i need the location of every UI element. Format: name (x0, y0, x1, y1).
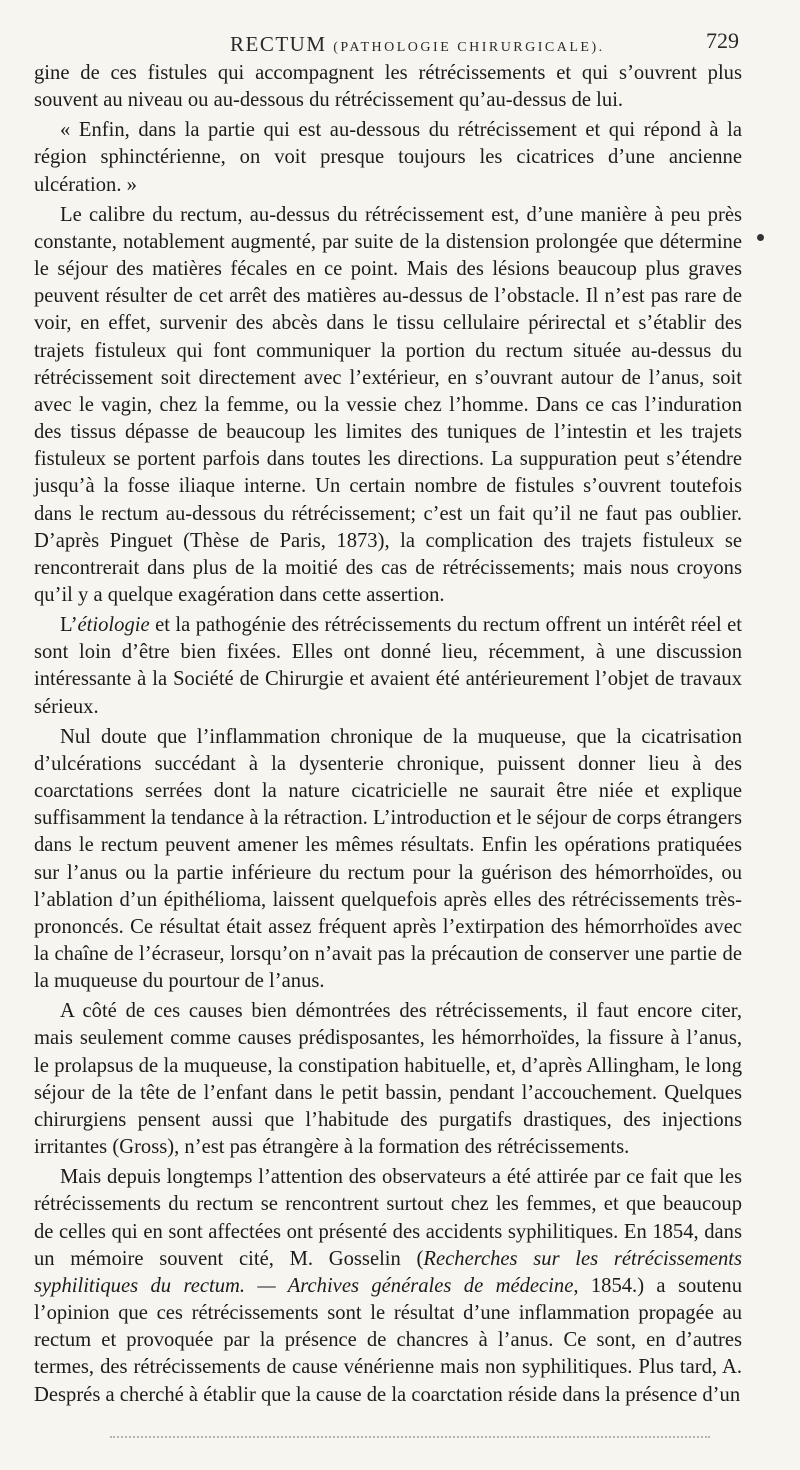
page-number: 729 (706, 28, 739, 53)
text-run: Le calibre du rectum, au-dessus du rétrécissement est, d’une manière à peu près constante, notablement augmenté, par suite de la distension prolongée que détermine le séjour des matières fécales en ce point. Mais des lésions beaucoup plus graves peuvent résulter de cet arrêt des matières au-dessus de l’obstacle. Il n’est pas rare de voir, en effet, survenir des abcès dans le tissu cellulaire périrectal et s’établir des trajets fistuleux qui font communiquer la portion du rectum située au-dessus du rétrécissement soit directement avec l’extérieur, en s’ouvrant autour de l’anus, soit avec le vagin, chez la femme, ou la vessie chez l’homme. Dans ce cas l’induration des tissus dépasse de beaucoup les limites des tuniques de l’intestin et les trajets fistuleux se portent parfois dans toutes les directions. La suppuration peut s’étendre jusqu’à la fosse iliaque interne. Un certain nombre de fistules s’ouvrent toutefois dans le rectum au-dessous du rétrécissement; c’est un fait qu’il ne faut pas oublier. D’après Pinguet (Thèse de Paris, 1873), la complication des trajets fistuleux se rencontrerait dans plus de la moitié des cas de rétrécissements; mais nous croyons qu’il y a quelque exagération dans cette assertion. (34, 203, 742, 606)
margin-dot-mark (757, 234, 764, 241)
text-run: Mais depuis longtemps l’attention des observateurs a été attirée par ce fait que les rétrécissements du rectum se rencontrent surtout chez les femmes, et que beaucoup de celles qui en sont affectées ont présenté des accidents syphilitiques. En 1854, dans un mémoire souvent cité, M. Gosselin ( (34, 1166, 742, 1270)
paragraph (34, 998, 742, 1161)
text-run: L’ (60, 614, 78, 637)
paragraph (34, 612, 742, 721)
text-run: Nul doute que l’inflammation chronique de la muqueuse, que la cicatrisation d’ulcérations succédant à la dysenterie chronique, puissent donner lieu à des coarctations serrées dont la nature cicatricielle ne saurait être niée et explique suffisamment la tendance à la rétraction. L’introduction et le séjour de corps étrangers dans le rectum peuvent amener les mêmes résultats. Enfin les opérations pratiquées sur l’anus ou la partie inférieure du rectum pour la guérison des hémorrhoïdes, ou l’ablation d’un épithélioma, laissent quelquefois après elles des rétrécissements très-prononcés. Ce résultat était assez fréquent après l’extirpation des hémorrhoïdes avec la chaîne de l’écraseur, lorsqu’on n’avait pas la précaution de conserver une partie de la muqueuse du pourtour de l’anus. (34, 725, 742, 993)
paragraph (34, 1164, 742, 1408)
italic-text: Recherches sur les rétrécissements syphilitiques du rectum. — Archives générales de médecine (34, 1247, 742, 1297)
paragraph (34, 117, 742, 198)
running-title-main: RECTUM (230, 32, 327, 56)
running-title-sub: (PATHOLOGIE CHIRURGICALE). (333, 40, 605, 55)
text-run: « Enfin, dans la partie qui est au-dessous du rétrécissement et qui répond à la région sphinctérienne, on voit presque toujours les cicatrices d’une ancienne ulcération. » (34, 119, 742, 196)
running-header (30, 28, 770, 58)
running-title (230, 32, 605, 57)
paragraph (34, 202, 742, 609)
text-run: , 1854.) a soutenu l’opinion que ces rétrécissements sont le résultat d’une inflammation propagée au rectum et provoquée par la présence de chancres à l’anus. Ce sont, en d’autres termes, des rétrécissements de cause vénérienne mais non syphilitiques. Plus tard, A. Després a cherché à établir que la cause de la coarctation réside dans la présence d’un (34, 1274, 743, 1406)
text-run: gine de ces fistules qui accompagnent les rétrécissements et qui s’ouvrent plus souvent au niveau ou au-dessous du rétrécissement qu’au-dessus de lui. (34, 62, 742, 112)
text-run: A côté de ces causes bien démontrées des rétrécissements, il faut encore citer, mais seulement comme causes prédisposantes, les hémorrhoïdes, la fissure à l’anus, le prolapsus de la muqueuse, la constipation habituelle, et, d’après Allingham, le long séjour de la tête de l’enfant dans le petit bassin, pendant l’accouchement. Quelques chirurgiens pensent aussi que l’habitude des purgatifs drastiques, des injections irritantes (Gross), n’est pas étrangère à la formation des rétrécissements. (34, 1000, 742, 1159)
bottom-dotted-rule (110, 1436, 710, 1440)
paragraph (34, 724, 742, 996)
text-run: et la pathogénie des rétrécissements du rectum offrent un intérêt réel et sont loin d’être bien fixées. Elles ont donné lieu, récemment, à une discussion intéressante à la Société de Chirurgie et avaient été antérieurement l’objet de travaux sérieux. (34, 614, 742, 718)
italic-text: étiologie (77, 614, 150, 637)
paragraph (34, 60, 742, 114)
body-text (34, 60, 742, 1409)
